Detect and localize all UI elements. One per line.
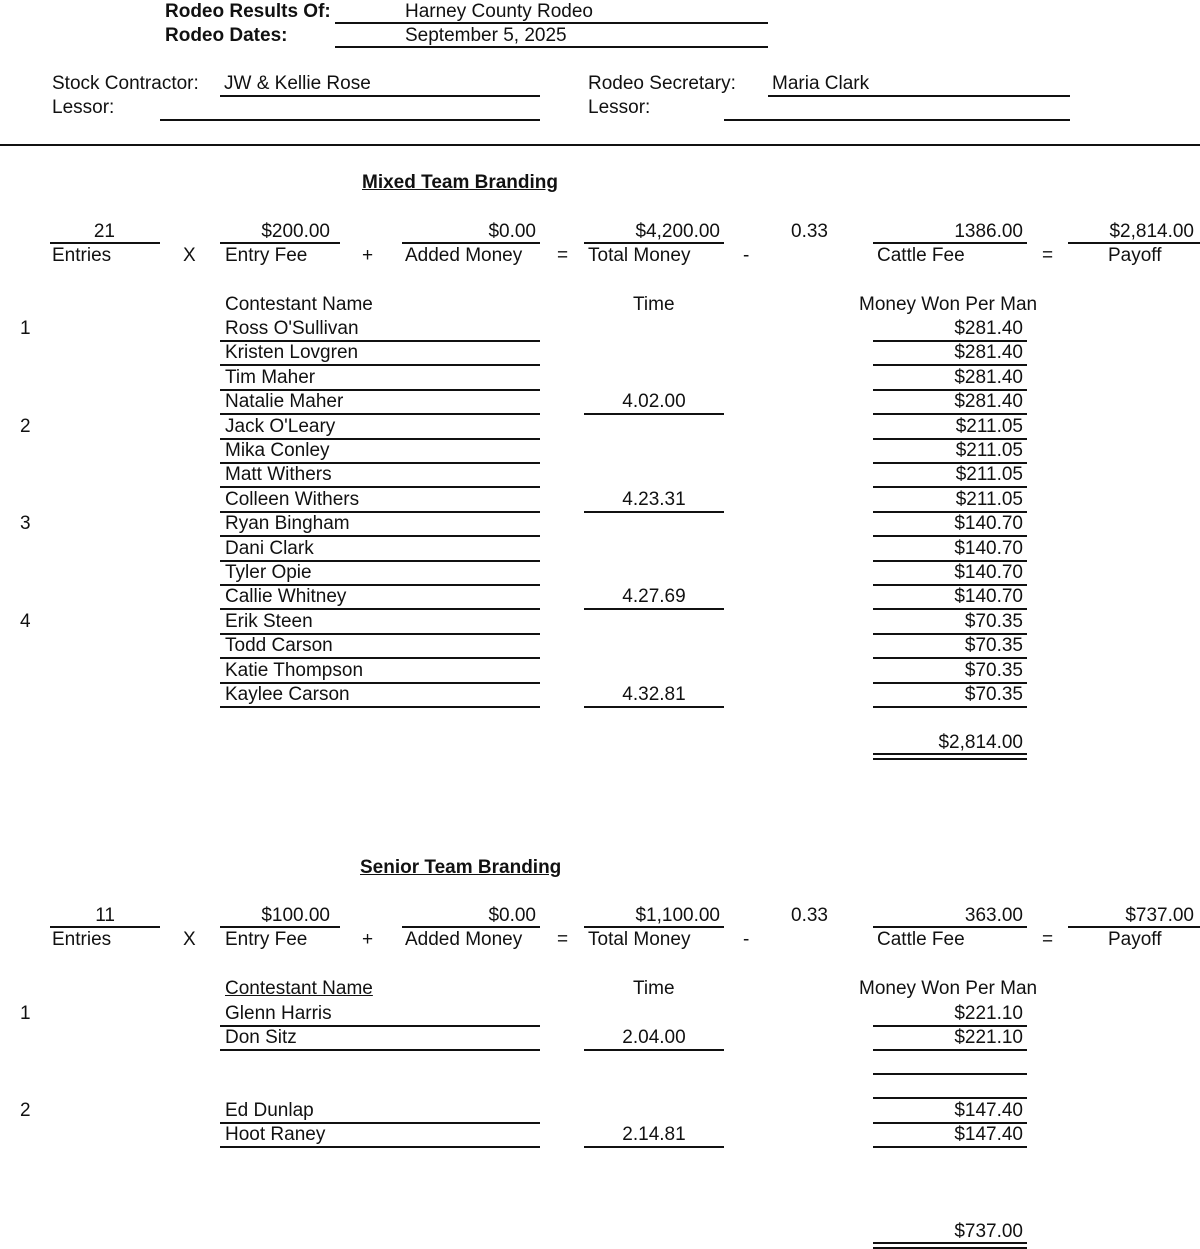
entry-fee-underline (220, 242, 340, 244)
time-underline (584, 1146, 724, 1148)
money-underline (873, 535, 1027, 537)
total-money-underline (584, 926, 724, 928)
contestant-name: Kaylee Carson (225, 684, 350, 705)
money-won: $70.35 (964, 635, 1023, 656)
contestant-name: Callie Whitney (225, 586, 347, 607)
total-money-underline (584, 242, 724, 244)
name-underline (220, 1146, 540, 1148)
contestant-time: 4.02.00 (622, 391, 686, 412)
col-header-time: Time (633, 978, 675, 999)
lessor-right-label: Lessor: (588, 97, 651, 118)
lessor-right-underline (724, 119, 1070, 121)
money-won: $140.70 (954, 538, 1023, 559)
time-underline (584, 413, 724, 415)
payoff-label: Payoff (1108, 929, 1162, 950)
name-underline (220, 608, 540, 610)
entries-underline (50, 242, 160, 244)
cattle-fee-underline (873, 242, 1027, 244)
contestant-name: Erik Steen (225, 611, 313, 632)
col-header-money: Money Won Per Man (859, 978, 1038, 999)
name-underline (220, 364, 540, 366)
contestant-name: Jack O'Leary (225, 416, 336, 437)
contestant-time: 4.32.81 (622, 684, 686, 705)
money-won: $221.10 (954, 1027, 1023, 1048)
cattle-fee-underline (873, 926, 1027, 928)
stock-contractor-value: JW & Kellie Rose (224, 73, 371, 94)
name-underline (220, 657, 540, 659)
total-money-label: Total Money (588, 929, 691, 950)
entry-fee-label: Entry Fee (225, 245, 308, 266)
entries-label: Entries (52, 245, 112, 266)
secretary-underline (768, 95, 1070, 97)
money-won: $211.05 (955, 464, 1023, 485)
contestant-name: Todd Carson (225, 635, 333, 656)
contestant-name: Katie Thompson (225, 660, 364, 681)
money-won: $211.05 (955, 489, 1023, 510)
op-equals-2: = (1042, 929, 1054, 950)
place-number: 2 (20, 1100, 31, 1121)
dates-underline (335, 46, 768, 48)
place-number: 4 (20, 611, 31, 632)
added-money-label: Added Money (405, 929, 523, 950)
added-money-value: $0.00 (488, 905, 536, 926)
time-underline (584, 608, 724, 610)
col-header-money: Money Won Per Man (859, 294, 1038, 315)
entries-underline (50, 926, 160, 928)
money-won: $281.40 (954, 342, 1023, 363)
blank-money-line (873, 1073, 1027, 1075)
op-minus: - (743, 245, 750, 266)
lessor-left-label: Lessor: (52, 97, 115, 118)
total-money-value: $4,200.00 (635, 221, 720, 242)
total-double-underline (873, 753, 1027, 760)
name-underline (220, 413, 540, 415)
entry-fee-label: Entry Fee (225, 929, 308, 950)
money-underline (873, 706, 1027, 708)
money-won: $281.40 (954, 318, 1023, 339)
contestant-time: 4.23.31 (622, 489, 686, 510)
contestant-name: Don Sitz (225, 1027, 297, 1048)
lessor-left-underline (160, 119, 540, 121)
op-equals: = (557, 929, 569, 950)
place-number: 1 (20, 318, 31, 339)
contestant-name: Kristen Lovgren (225, 342, 359, 363)
op-equals: = (557, 245, 569, 266)
place-number: 3 (20, 513, 31, 534)
cattle-fee-value: 363.00 (964, 905, 1023, 926)
money-won: $140.70 (954, 562, 1023, 583)
contestant-time: 2.04.00 (622, 1027, 686, 1048)
contestant-name: Ed Dunlap (225, 1100, 314, 1121)
dates-label: Rodeo Dates: (165, 25, 288, 46)
entries-value: 21 (93, 221, 115, 242)
contestant-name: Matt Withers (225, 464, 332, 485)
contestant-time: 2.14.81 (622, 1124, 686, 1145)
op-equals-2: = (1042, 245, 1054, 266)
entry-fee-value: $100.00 (261, 905, 330, 926)
total-money-value: $1,100.00 (635, 905, 720, 926)
place-number: 1 (20, 1003, 31, 1024)
money-won: $140.70 (954, 513, 1023, 534)
entry-fee-value: $200.00 (261, 221, 330, 242)
money-won: $211.05 (955, 440, 1023, 461)
entry-fee-underline (220, 926, 340, 928)
results-of-value: Harney County Rodeo (405, 1, 593, 22)
added-money-underline (402, 926, 540, 928)
contestant-name: Colleen Withers (225, 489, 360, 510)
cattle-rate: 0.33 (791, 221, 828, 242)
col-header-time: Time (633, 294, 675, 315)
money-won: $70.35 (964, 684, 1023, 705)
cattle-fee-label: Cattle Fee (877, 245, 965, 266)
place-number: 2 (20, 416, 31, 437)
payoff-value: $2,814.00 (1109, 221, 1194, 242)
contestant-name: Glenn Harris (225, 1003, 332, 1024)
contestant-name: Tim Maher (225, 367, 316, 388)
time-underline (584, 1049, 724, 1051)
payoff-label: Payoff (1108, 245, 1162, 266)
cattle-fee-value: 1386.00 (954, 221, 1023, 242)
money-won: $147.40 (954, 1100, 1023, 1121)
dates-value: September 5, 2025 (405, 25, 567, 46)
payoff-value: $737.00 (1125, 905, 1194, 926)
header-divider (0, 144, 1200, 146)
secretary-value: Maria Clark (772, 73, 870, 94)
time-underline (584, 511, 724, 513)
money-won: $70.35 (964, 611, 1023, 632)
payoff-underline (1068, 242, 1200, 244)
op-multiply: X (183, 245, 196, 266)
name-underline (220, 535, 540, 537)
money-underline (873, 1146, 1027, 1148)
col-header-name: Contestant Name (225, 294, 373, 315)
contestant-name: Ross O'Sullivan (225, 318, 359, 339)
results-of-label: Rodeo Results Of: (165, 1, 331, 22)
results-of-underline (335, 22, 768, 24)
contestant-name: Hoot Raney (225, 1124, 326, 1145)
money-underline (873, 364, 1027, 366)
event-title: Mixed Team Branding (362, 172, 559, 193)
money-won: $211.05 (955, 416, 1023, 437)
contestant-name: Tyler Opie (225, 562, 312, 583)
contestant-time: 4.27.69 (622, 586, 686, 607)
time-underline (584, 706, 724, 708)
money-won: $147.40 (954, 1124, 1023, 1145)
added-money-value: $0.00 (488, 221, 536, 242)
contestant-name: Mika Conley (225, 440, 330, 461)
name-underline (220, 706, 540, 708)
blank-money-line (873, 1097, 1027, 1099)
name-underline (220, 486, 540, 488)
op-plus: + (362, 245, 374, 266)
col-header-name: Contestant Name (225, 978, 373, 999)
payoff-underline (1068, 926, 1200, 928)
secretary-label: Rodeo Secretary: (588, 73, 736, 94)
money-underline (873, 608, 1027, 610)
stock-contractor-underline (220, 95, 540, 97)
event-title: Senior Team Branding (360, 857, 562, 878)
money-won: $140.70 (954, 586, 1023, 607)
stock-contractor-label: Stock Contractor: (52, 73, 199, 94)
money-won: $281.40 (954, 391, 1023, 412)
money-underline (873, 1049, 1027, 1051)
entries-label: Entries (52, 929, 112, 950)
added-money-label: Added Money (405, 245, 523, 266)
money-won: $281.40 (954, 367, 1023, 388)
op-multiply: X (183, 929, 196, 950)
money-won: $221.10 (954, 1003, 1023, 1024)
event-total: $2,814.00 (938, 732, 1023, 753)
event-total: $737.00 (954, 1221, 1023, 1242)
op-plus: + (362, 929, 374, 950)
money-won: $70.35 (964, 660, 1023, 681)
name-underline (220, 1049, 540, 1051)
money-underline (873, 413, 1027, 415)
contestant-name: Dani Clark (225, 538, 314, 559)
contestant-name: Natalie Maher (225, 391, 344, 412)
added-money-underline (402, 242, 540, 244)
contestant-name: Ryan Bingham (225, 513, 350, 534)
cattle-fee-label: Cattle Fee (877, 929, 965, 950)
entries-value: 11 (95, 905, 115, 926)
op-minus: - (743, 929, 750, 950)
total-money-label: Total Money (588, 245, 691, 266)
money-underline (873, 486, 1027, 488)
cattle-rate: 0.33 (791, 905, 828, 926)
money-underline (873, 657, 1027, 659)
